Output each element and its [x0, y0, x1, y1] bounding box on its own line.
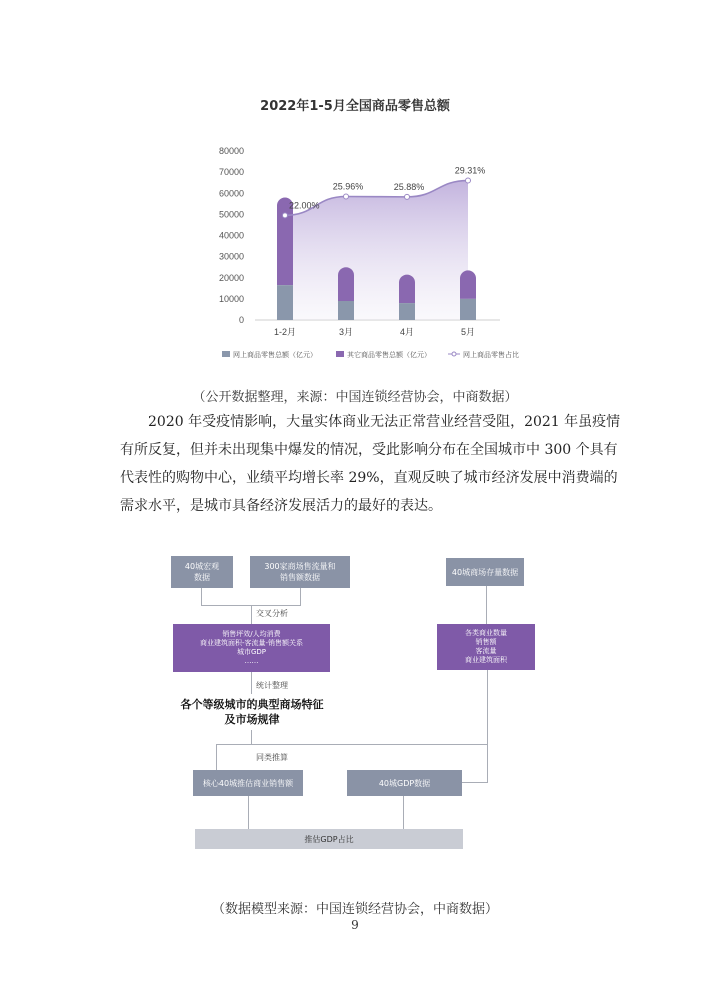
flowchart-caption: （数据模型来源：中国连锁经营协会，中商数据） — [211, 902, 498, 917]
stats-label: 统计整理 — [256, 681, 288, 690]
share-point — [405, 194, 410, 199]
share-data-label: 29.31% — [454, 165, 486, 176]
share-data-label: 25.88% — [393, 181, 425, 192]
bar-other — [460, 270, 476, 299]
bar-online — [399, 303, 415, 320]
share-data-label: 25.96% — [332, 181, 364, 192]
share-data-label: 22.00% — [289, 200, 320, 211]
paragraph-line: 需求水平，是城市具备经济发展活力的最好的表达。 — [120, 498, 442, 514]
chart-caption: （公开数据整理，来源：中国连锁经营协会，中商数据） — [192, 390, 518, 405]
connector — [403, 796, 404, 830]
y-tick-label: 80000 — [218, 146, 244, 156]
cross-analysis-label: 交叉分析 — [256, 609, 288, 618]
connector — [216, 744, 217, 770]
y-tick-label: 60000 — [218, 188, 244, 199]
connector — [248, 796, 249, 830]
metric-item: 客流量 — [475, 647, 497, 655]
connector — [216, 744, 488, 745]
connector — [251, 605, 252, 625]
share-point — [344, 194, 349, 199]
paragraph-line: 有所反复，但并未出现集中爆发的情况，受此影响分布在全国城市中 300 个具有 — [120, 442, 618, 458]
x-tick-label: 3月 — [338, 327, 354, 337]
connector — [487, 670, 488, 745]
core-sales-box: 核心40城推估商业销售额 — [193, 770, 303, 796]
x-tick-label: 5月 — [460, 327, 476, 337]
y-tick-label: 40000 — [218, 230, 244, 241]
macro-data-box: 40城宏观 数据 — [171, 556, 233, 588]
y-tick-label: 0 — [238, 315, 244, 325]
y-tick-label: 30000 — [218, 251, 244, 262]
connector — [201, 588, 202, 606]
bar-online — [460, 299, 476, 320]
connector — [300, 588, 301, 606]
y-tick-label: 10000 — [218, 293, 244, 304]
metric-item: 销售额 — [475, 638, 497, 646]
infer-label: 同类推算 — [256, 753, 288, 762]
bar-other — [399, 275, 415, 304]
bar-other — [338, 267, 354, 301]
y-tick-label: 50000 — [218, 209, 244, 220]
connector — [462, 782, 488, 783]
x-tick-label: 1-2月 — [273, 327, 297, 337]
connector — [487, 744, 488, 782]
bar-online — [277, 285, 293, 320]
legend-swatch — [452, 352, 456, 356]
metric-item: 商业建筑面积-客流量-销售额关系 — [199, 639, 304, 647]
metric-item: 各类商业数量 — [465, 629, 507, 637]
share-point — [283, 213, 288, 218]
y-tick-label: 70000 — [218, 167, 244, 178]
paragraph-line: 代表性的购物中心，业绩平均增长率 29%，直观反映了城市经济发展中消费端的 — [120, 470, 618, 486]
x-tick-label: 4月 — [399, 327, 415, 337]
paragraph-line: 2020 年受疫情影响，大量实体商业无法正常营业经营受阻，2021 年虽疫情 — [148, 414, 621, 430]
connector — [486, 586, 487, 624]
page-number: 9 — [351, 918, 359, 932]
metric-item: …… — [244, 657, 259, 665]
share-point — [466, 178, 471, 183]
legend-label: 其它商品零售总额（亿元） — [347, 352, 431, 359]
body-paragraph — [120, 408, 621, 520]
stock-data-box: 40城商场存量数据 — [446, 558, 524, 586]
metric-item: 商业建筑面积 — [465, 656, 507, 664]
result-heading: 各个等级城市的典型商场特征 及市场规律 — [180, 698, 324, 726]
gdp-data-box: 40城GDP数据 — [347, 770, 462, 796]
mall-data-box: 300家商场售流量和 销售额数据 — [250, 556, 350, 588]
y-tick-label: 20000 — [218, 272, 244, 283]
legend-swatch — [222, 351, 230, 357]
gdp-ratio-box: 推估GDP占比 — [195, 829, 463, 849]
retail-chart — [0, 0, 710, 380]
legend-swatch — [336, 351, 344, 357]
chart-title: 2022年1-5月全国商品零售总额 — [260, 99, 450, 114]
metrics-box — [173, 624, 330, 672]
metric-item: 城市GDP — [236, 648, 267, 656]
bar-online — [338, 301, 354, 320]
stock-metrics-box — [437, 624, 535, 670]
connector — [251, 672, 252, 694]
connector — [251, 730, 252, 744]
legend-label: 网上商品零售总额（亿元） — [233, 352, 317, 359]
metric-item: 销售坪效/人均消费 — [222, 630, 281, 638]
bar-other — [277, 197, 293, 285]
legend-label: 网上商品零售占比 — [463, 352, 519, 359]
